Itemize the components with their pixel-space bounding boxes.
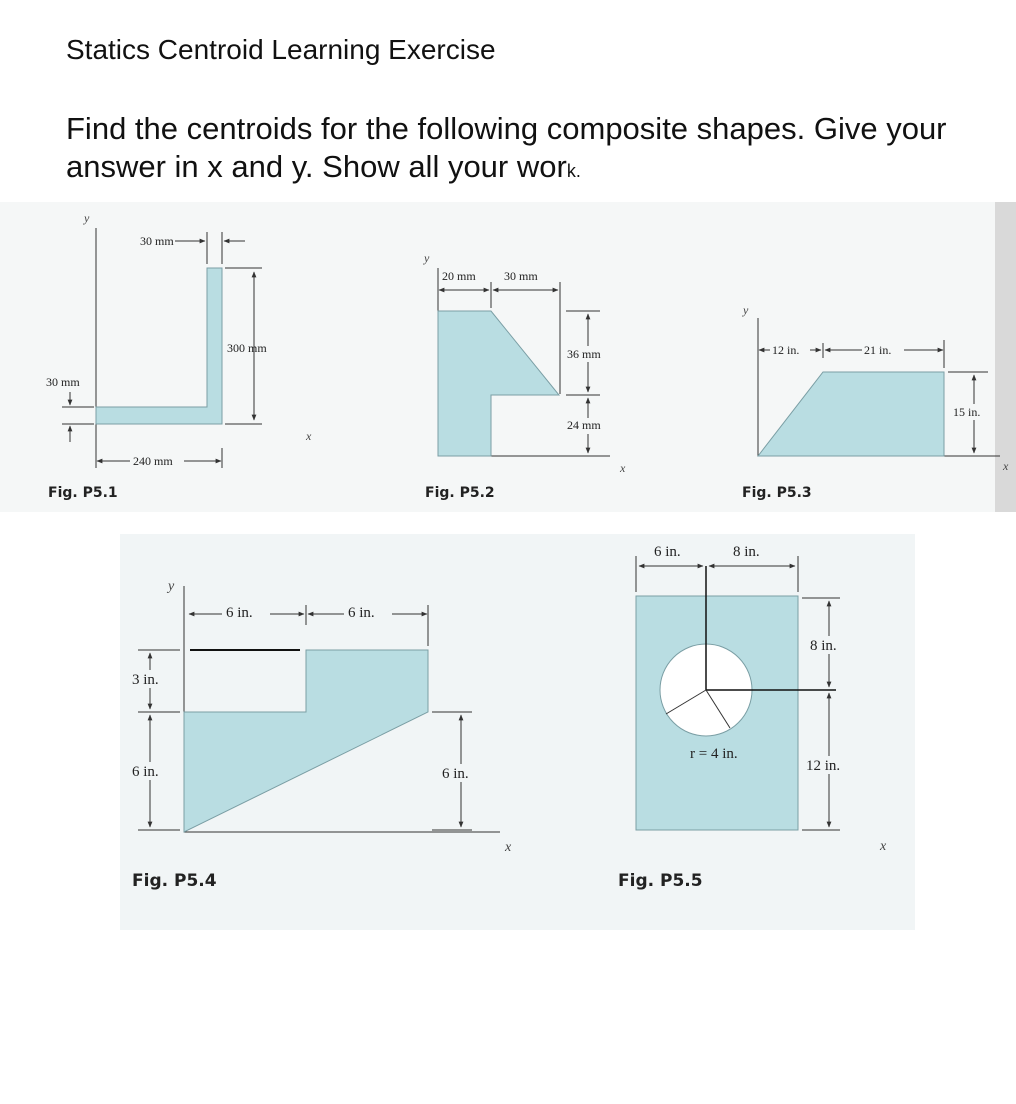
x-axis-label: x	[306, 429, 312, 443]
dim-label: 8 in.	[733, 544, 760, 560]
dim-label: 15 in.	[953, 405, 981, 419]
x-axis-label: x	[620, 461, 626, 475]
dim-label: 6 in.	[442, 766, 469, 782]
x-axis-label: x	[1003, 459, 1009, 473]
figure-caption: Fig. P5.4	[132, 871, 217, 891]
instructions-tail: k.	[566, 161, 581, 181]
x-axis-label: x	[505, 840, 512, 855]
dim-label: 30 mm	[140, 234, 174, 248]
dim-label: 12 in.	[806, 758, 841, 774]
figure-caption: Fig. P5.5	[618, 871, 703, 891]
dim-label: 6 in.	[348, 605, 375, 621]
dim-label: 6 in.	[226, 605, 253, 621]
radius-label: r = 4 in.	[690, 746, 738, 762]
y-axis-label: y	[424, 251, 430, 265]
dim-label: 3 in.	[132, 672, 159, 688]
dim-label: 30 mm	[504, 269, 538, 283]
dim-label: 240 mm	[133, 454, 173, 468]
figure-caption: Fig. P5.1	[48, 485, 118, 501]
dim-label: 12 in.	[772, 343, 800, 357]
y-axis-label: y	[743, 303, 749, 317]
dim-label: 6 in.	[132, 764, 159, 780]
instructions-text: Find the centroids for the following composite shapes. Give your answer in x and y. Show all your wor	[66, 111, 947, 184]
dim-label: 20 mm	[442, 269, 476, 283]
y-axis-label: y	[84, 211, 90, 225]
x-axis-label: x	[880, 839, 887, 854]
dim-label: 24 mm	[567, 418, 601, 432]
dim-label: 21 in.	[864, 343, 892, 357]
figure-caption: Fig. P5.3	[742, 485, 812, 501]
dim-label: 8 in.	[810, 638, 837, 654]
dim-label: 300 mm	[227, 341, 267, 355]
dim-label: 6 in.	[654, 544, 681, 560]
dim-label: 36 mm	[567, 347, 601, 361]
y-axis-label: y	[168, 579, 175, 594]
figure-caption: Fig. P5.2	[425, 485, 495, 501]
dim-label: 30 mm	[46, 375, 80, 389]
page-title: Statics Centroid Learning Exercise	[66, 34, 496, 65]
